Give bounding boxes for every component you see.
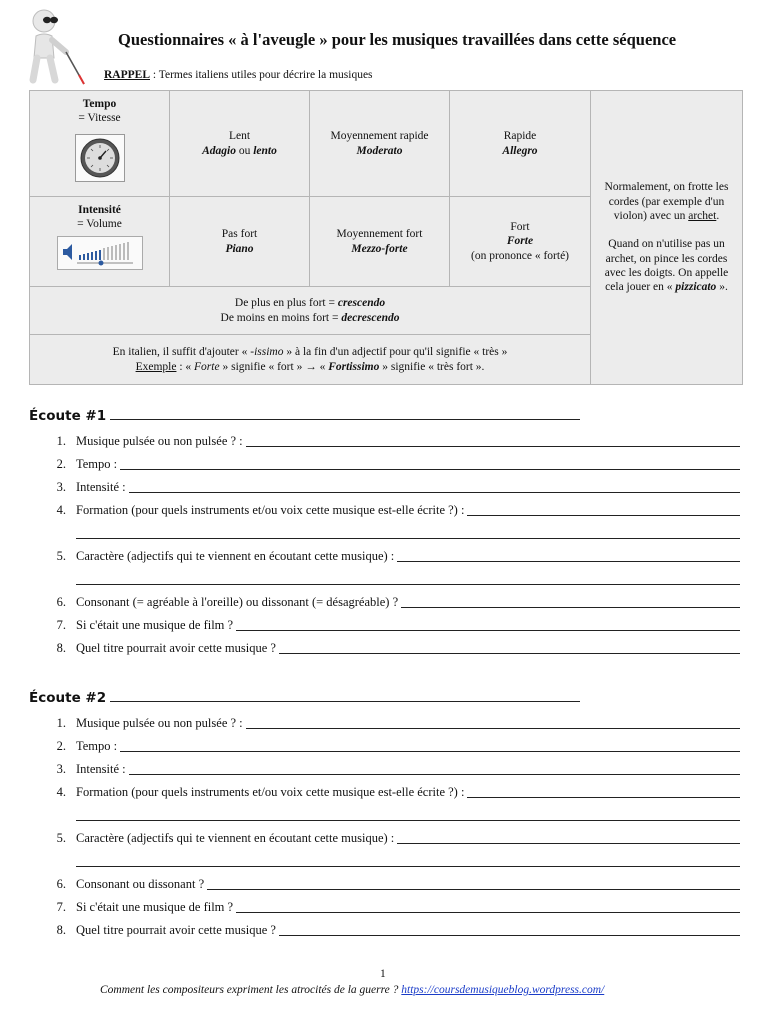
question-item [48, 918, 740, 941]
ecoute2-title: Écoute #2 [29, 690, 107, 706]
tempo-lent-cell [170, 91, 310, 197]
volume-slider-icon [57, 236, 143, 270]
question-number: 7. [56, 618, 66, 632]
tempo-header-cell [30, 91, 170, 197]
ecoute1-heading [29, 408, 580, 424]
question-number: 7. [56, 900, 66, 914]
question-text: Intensité : [76, 480, 126, 494]
tempo-adagio: Adagio [202, 144, 236, 157]
pizzicato-note-cell [591, 91, 743, 385]
tempo-lento: lento [253, 144, 277, 157]
ecoute2-heading [29, 690, 580, 706]
archet-end: . [716, 209, 720, 222]
question-text: Quel titre pourrait avoir cette musique ? [76, 923, 276, 937]
question-text: Intensité : [76, 762, 126, 776]
question-number: 6. [56, 595, 66, 609]
pizzicato-paragraph [596, 237, 737, 295]
ecoute1-title: Écoute #1 [29, 408, 107, 424]
answer-line[interactable] [246, 728, 740, 729]
question-item [48, 711, 740, 734]
ecoute1-questions [48, 429, 740, 659]
page-title: Questionnaires « à l'aveugle » pour les musiques travaillées dans cette séquence [118, 30, 677, 49]
question-item [48, 780, 740, 803]
answer-line[interactable] [401, 607, 740, 608]
archet-paragraph [596, 180, 737, 223]
question-item [48, 452, 740, 475]
exemple-forte: Forte [194, 360, 220, 373]
ecoute2-title-line[interactable] [110, 691, 580, 702]
question-item [48, 544, 740, 567]
question-text: Tempo : [76, 457, 118, 471]
tempo-rapide-fr: Rapide [503, 130, 537, 143]
blind-figure-illustration [22, 8, 92, 86]
question-text: Si c'était une musique de film ? [76, 618, 234, 632]
intensite-sub: = Volume [77, 218, 122, 231]
intensite-mezzo-cell [310, 197, 450, 287]
crescendo-word: crescendo [337, 297, 386, 310]
exemple-e: » signifie « très fort ». [379, 360, 485, 373]
question-text: Si c'était une musique de film ? [76, 900, 234, 914]
archet-text: Normalement, on frotte les cordes (par exemple d'un violon) avec un [604, 181, 729, 222]
question-extra-line [48, 521, 740, 544]
answer-line[interactable] [246, 446, 740, 447]
question-text: Quel titre pourrait avoir cette musique ? [76, 641, 276, 655]
question-number: 8. [56, 923, 66, 937]
exemple-a: : « [176, 360, 195, 373]
intensite-header-cell [30, 197, 170, 287]
answer-line[interactable] [76, 584, 740, 585]
answer-line[interactable] [467, 797, 740, 798]
question-number: 2. [56, 739, 66, 753]
question-number: 4. [56, 785, 66, 799]
question-item [48, 895, 740, 918]
answer-line[interactable] [129, 774, 740, 775]
question-number: 6. [56, 877, 66, 891]
question-text: Caractère (adjectifs qui te viennent en écoutant cette musique) : [76, 549, 395, 563]
ecoute2-questions [48, 711, 740, 941]
tempo-moderato: Moderato [356, 144, 403, 157]
pizzicato-word: pizzicato [675, 281, 717, 294]
tempo-ou: ou [235, 144, 254, 157]
question-number: 1. [56, 434, 66, 448]
question-text: Consonant ou dissonant ? [76, 877, 205, 891]
question-number: 3. [56, 480, 66, 494]
question-item [48, 872, 740, 895]
pizzicato-end: ». [716, 281, 728, 294]
decrescendo-word: decrescendo [341, 311, 400, 324]
question-item [48, 498, 740, 521]
page-number: 1 [380, 968, 386, 980]
question-number: 4. [56, 503, 66, 517]
intensite-forte: Forte [506, 235, 534, 248]
tempo-lent-fr: Lent [228, 130, 251, 143]
answer-line[interactable] [279, 935, 740, 936]
question-text: Caractère (adjectifs qui te viennent en écoutant cette musique) : [76, 831, 395, 845]
question-item [48, 734, 740, 757]
tempo-moderato-cell [310, 91, 450, 197]
question-number: 5. [56, 831, 66, 845]
question-item [48, 429, 740, 452]
exemple-c: » signifie « fort » → « [219, 360, 329, 373]
intensite-fort-fr: Fort [510, 220, 530, 233]
answer-line[interactable] [129, 492, 740, 493]
intensite-pasfort-fr: Pas fort [221, 228, 258, 241]
ecoute1-title-line[interactable] [110, 409, 580, 420]
issimo-text-a: En italien, il suffit d'ajouter « [112, 346, 251, 359]
question-text: Formation (pour quels instruments et/ou voix cette musique est-elle écrite ?) : [76, 503, 465, 517]
question-item [48, 636, 740, 659]
decrescendo-text: De moins en moins fort = [220, 311, 342, 324]
question-number: 3. [56, 762, 66, 776]
answer-line[interactable] [236, 630, 740, 631]
tempo-head: Tempo [82, 98, 117, 110]
exemple-fortissimo: Fortissimo [328, 360, 380, 373]
answer-line[interactable] [76, 866, 740, 867]
footer-text: Comment les compositeurs expriment les atrocités de la guerre ? [100, 984, 402, 996]
rappel-label: RAPPEL [104, 69, 150, 81]
rappel-text: : Termes italiens utiles pour décrire la musiques [150, 69, 373, 81]
intensite-moyfort-fr: Moyennement fort [336, 228, 423, 241]
question-text: Musique pulsée ou non pulsée ? : [76, 716, 243, 730]
issimo-cell [30, 335, 591, 385]
question-text: Consonant (= agréable à l'oreille) ou dissonant (= désagréable) ? [76, 595, 399, 609]
exemple-label: Exemple [135, 360, 177, 373]
answer-line[interactable] [279, 653, 740, 654]
tempo-allegro: Allegro [502, 144, 538, 157]
question-number: 2. [56, 457, 66, 471]
tempo-moyen-fr: Moyennement rapide [330, 130, 429, 143]
question-number: 1. [56, 716, 66, 730]
question-item [48, 590, 740, 613]
pizzicato-text: Quand on n'utilise pas un archet, on pince les cordes avec les doigts. On appelle cela jouer en « [604, 238, 729, 294]
question-item [48, 613, 740, 636]
question-text: Tempo : [76, 739, 118, 753]
intensite-piano-cell [170, 197, 310, 287]
answer-line[interactable] [120, 469, 740, 470]
rappel-line [104, 69, 373, 81]
question-extra-line [48, 849, 740, 872]
answer-line[interactable] [76, 538, 740, 539]
question-extra-line [48, 567, 740, 590]
intensite-forte-note: (on prononce « forté) [470, 249, 570, 262]
metronome-dial-icon [75, 134, 125, 182]
intensite-mezzoforte: Mezzo-forte [351, 242, 408, 255]
question-number: 8. [56, 641, 66, 655]
footer [100, 984, 604, 996]
answer-line[interactable] [207, 889, 740, 890]
question-extra-line [48, 803, 740, 826]
question-item [48, 757, 740, 780]
archet-word: archet [688, 209, 717, 222]
answer-line[interactable] [467, 515, 740, 516]
question-number: 5. [56, 549, 66, 563]
intensite-piano: Piano [225, 242, 254, 255]
answer-line[interactable] [76, 820, 740, 821]
answer-line[interactable] [236, 912, 740, 913]
question-item [48, 475, 740, 498]
crescendo-cell [30, 287, 591, 335]
intensite-head: Intensité [78, 204, 121, 216]
issimo-text-c: » à la fin d'un adjectif pour qu'il signifie « très » [283, 346, 508, 359]
intensite-forte-cell [450, 197, 591, 287]
question-item [48, 826, 740, 849]
answer-line[interactable] [397, 843, 740, 844]
question-text: Musique pulsée ou non pulsée ? : [76, 434, 243, 448]
footer-link[interactable]: https://coursdemusiqueblog.wordpress.com/ [401, 984, 605, 996]
answer-line[interactable] [120, 751, 740, 752]
question-text: Formation (pour quels instruments et/ou voix cette musique est-elle écrite ?) : [76, 785, 465, 799]
answer-line[interactable] [397, 561, 740, 562]
italian-terms-table [29, 90, 743, 385]
tempo-allegro-cell [450, 91, 591, 197]
crescendo-text: De plus en plus fort = [234, 297, 338, 310]
tempo-sub: = Vitesse [78, 112, 121, 125]
issimo-suffix: -issimo [250, 346, 284, 359]
